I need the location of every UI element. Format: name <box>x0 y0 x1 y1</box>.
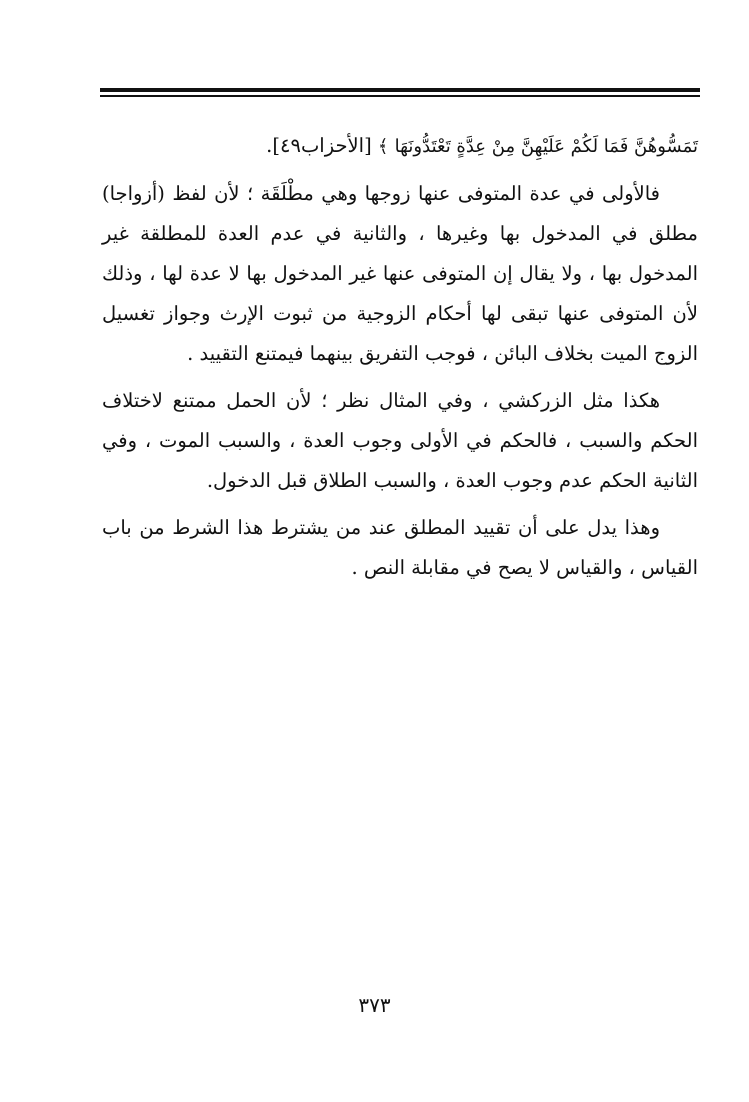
page-number: ٣٧٣ <box>358 993 391 1017</box>
paragraph-1: فالأولى في عدة المتوفى عنها زوجها وهي مطْلَقَة ؛ لأن لفظ (أزواجا) مطلق في المدخول بها وغيرها ، والثانية في عدم العدة للمطلقة غير المدخول بها ، ولا يقال إن المتوفى عنها غير المدخول بها لا عدة لها ، وذلك لأن المتوفى عنها تبقى لها أحكام الزوجية من ثبوت الإرث وجواز تغسيل الزوج الميت بخلاف البائن ، فوجب التفريق بينهما فيمتنع التقييد . <box>102 182 698 365</box>
header-rule-thick <box>100 88 700 92</box>
quran-verse: تَمَسُّوهُنَّ فَمَا لَكُمْ عَلَيْهِنَّ مِنْ عِدَّةٍ تَعْتَدُّونَهَا <box>394 136 698 157</box>
paragraph-3: وهذا يدل على أن تقييد المطلق عند من يشترط هذا الشرط من باب القياس ، والقياس لا يصح في مقابلة النص . <box>102 516 698 579</box>
body-text <box>102 126 698 595</box>
verse-citation: [الأحزاب٤٩]. <box>266 134 372 157</box>
header-rule-thin <box>100 95 700 97</box>
ornate-bracket: ﴾ <box>377 136 389 157</box>
quran-verse-line <box>102 126 698 167</box>
paragraph-2: هكذا مثل الزركشي ، وفي المثال نظر ؛ لأن الحمل ممتنع لاختلاف الحكم والسبب ، فالحكم في الأولى وجوب العدة ، والسبب الموت ، وفي الثانية الحكم عدم وجوب العدة ، والسبب الطلاق قبل الدخول. <box>102 389 698 492</box>
